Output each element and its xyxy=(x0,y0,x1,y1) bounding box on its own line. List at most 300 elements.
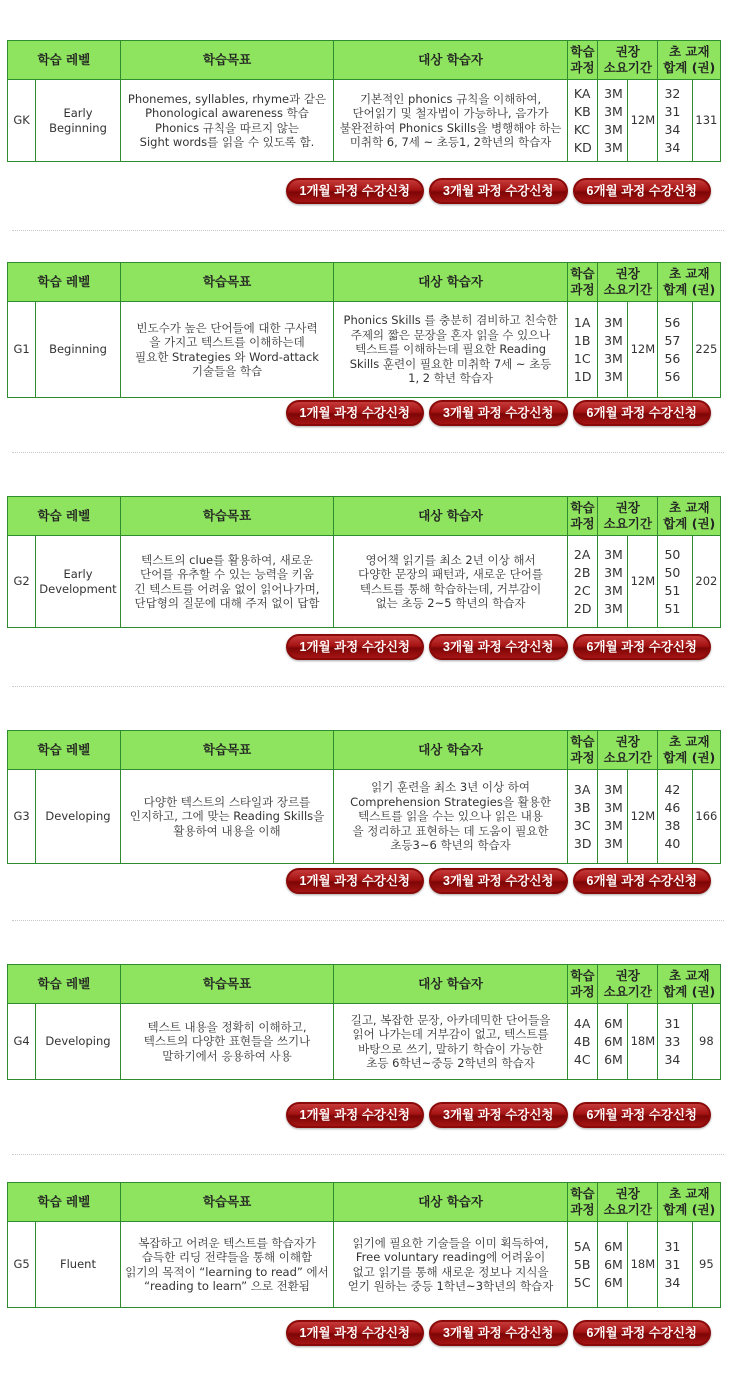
enroll-buttons xyxy=(286,634,712,660)
target-learner xyxy=(334,80,568,162)
book-list xyxy=(658,536,692,628)
books-header xyxy=(658,965,721,1004)
books-header-line: 합계 (권) xyxy=(663,1202,716,1217)
section-divider xyxy=(12,230,724,231)
learning-goal xyxy=(120,1004,333,1080)
enroll-3-month-button[interactable]: 3개월 과정 수강신청 xyxy=(429,178,568,204)
section-divider xyxy=(12,920,724,921)
enroll-buttons xyxy=(286,400,712,426)
book-stack xyxy=(658,781,691,853)
goal-header: 학습목표 xyxy=(120,497,333,536)
period-value: 3M xyxy=(604,799,623,815)
target-line: Free voluntary reading에 어려움이 xyxy=(355,1250,546,1264)
target-line: 주제의 짧은 문장을 혼자 읽을 수 있으나 xyxy=(350,327,551,342)
period-header-line: 소요기간 xyxy=(603,1202,652,1217)
course-header xyxy=(567,731,597,770)
level-table xyxy=(7,262,721,398)
course-code: 4B xyxy=(573,1033,591,1049)
course-code: 1D xyxy=(573,368,592,384)
period-value: 3M xyxy=(604,546,623,562)
target-header: 대상 학습자 xyxy=(334,1183,568,1222)
level-code: G1 xyxy=(8,302,36,398)
books-header-line: 합계 (권) xyxy=(663,750,716,765)
goal-header: 학습목표 xyxy=(120,731,333,770)
period-value: 3M xyxy=(604,314,623,330)
target-line: 1, 2 학년 학습자 xyxy=(408,371,493,386)
total-period: 18M xyxy=(628,1004,658,1080)
period-header-line: 소요기간 xyxy=(603,282,652,297)
level-name xyxy=(36,536,121,628)
target-line: 텍스트를 이해하는데 필요한 Reading xyxy=(355,342,547,357)
target-line: 을 정리하고 표현하는 데 도움이 필요한 xyxy=(352,823,549,838)
table-header-row xyxy=(8,497,721,536)
level-header: 학습 레벨 xyxy=(8,41,121,80)
section-divider xyxy=(12,686,724,687)
goal-line: “reading to learn” 으로 전환됨 xyxy=(144,1279,310,1293)
total-books: 225 xyxy=(692,302,720,398)
period-stack xyxy=(598,1015,627,1069)
target-learner xyxy=(334,770,568,864)
enroll-buttons xyxy=(286,1320,712,1346)
goal-header: 학습목표 xyxy=(120,1183,333,1222)
period-header xyxy=(598,731,658,770)
goal-line: 말하기에서 응용하여 사용 xyxy=(162,1048,292,1063)
course-header xyxy=(567,41,597,80)
goal-line: 필요한 Strategies 와 Word-attack xyxy=(135,349,319,364)
target-line: 바탕으로 쓰기, 말하기 학습이 가능한 xyxy=(358,1041,544,1056)
enroll-buttons xyxy=(286,1102,712,1128)
goal-line: 다양한 텍스트의 스타일과 장르를 xyxy=(143,794,311,809)
enroll-6-month-button[interactable]: 6개월 과정 수강신청 xyxy=(573,1102,712,1128)
period-header-line: 권장 xyxy=(615,266,640,281)
level-table xyxy=(7,40,721,162)
course-code: 2D xyxy=(573,600,592,616)
target-line: Skills 훈련이 필요한 미취학 7세 ~ 초등 xyxy=(349,356,552,371)
enroll-3-month-button[interactable]: 3개월 과정 수강신청 xyxy=(429,634,568,660)
enroll-1-month-button[interactable]: 1개월 과정 수강신청 xyxy=(286,1102,425,1128)
target-header: 대상 학습자 xyxy=(334,497,568,536)
period-value: 3M xyxy=(604,564,623,580)
course-stack xyxy=(568,314,597,386)
total-books: 95 xyxy=(692,1222,720,1308)
books-header-line: 합계 (권) xyxy=(663,516,716,531)
course-header-line: 과정 xyxy=(570,984,595,999)
book-count: 40 xyxy=(664,835,681,851)
target-header: 대상 학습자 xyxy=(334,263,568,302)
table-row xyxy=(8,1222,721,1308)
level-code: G4 xyxy=(8,1004,36,1080)
period-header-line: 소요기간 xyxy=(603,60,652,75)
course-code: 4A xyxy=(573,1015,591,1031)
goal-line: 단어를 유추할 수 있는 능력을 키움 xyxy=(140,567,314,581)
goal-line: Phonological awareness 학습 xyxy=(145,106,309,120)
level-name-line: Development xyxy=(39,581,117,596)
total-books: 98 xyxy=(692,1004,720,1080)
books-header xyxy=(658,497,721,536)
course-header xyxy=(567,1183,597,1222)
target-learner xyxy=(334,302,568,398)
total-period: 12M xyxy=(628,302,658,398)
table-header-row xyxy=(8,263,721,302)
goal-line: 복잡하고 어려운 텍스트를 학습자가 xyxy=(138,1235,316,1250)
enroll-buttons xyxy=(286,868,712,894)
course-header xyxy=(567,263,597,302)
goal-header: 학습목표 xyxy=(120,263,333,302)
target-line: 길고, 복잡한 문장, 아카데믹한 단어들을 xyxy=(350,1012,551,1027)
book-count: 34 xyxy=(664,1274,681,1290)
course-code: 5C xyxy=(573,1274,591,1290)
level-name-line: Early xyxy=(63,567,93,581)
book-count: 33 xyxy=(664,1033,681,1049)
period-header-line: 권장 xyxy=(615,968,640,983)
total-period: 12M xyxy=(628,770,658,864)
target-learner xyxy=(334,1004,568,1080)
table-header-row xyxy=(8,41,721,80)
level-name xyxy=(36,1004,121,1080)
goal-line: 인지하고, 그에 맞는 Reading Skills을 xyxy=(129,809,325,824)
enroll-buttons xyxy=(286,178,712,204)
books-header-line: 합계 (권) xyxy=(663,984,716,999)
target-line: 읽기 훈련을 최소 3년 이상 하여 xyxy=(371,780,531,795)
period-list xyxy=(598,770,628,864)
period-value: 6M xyxy=(604,1033,623,1049)
level-name-line: Early xyxy=(63,106,93,120)
learning-goal xyxy=(120,536,333,628)
books-header xyxy=(658,1183,721,1222)
target-line: 초등3~6 학년의 학습자 xyxy=(390,838,511,853)
course-header-line: 학습 xyxy=(570,44,595,59)
course-stack xyxy=(568,546,597,618)
books-header xyxy=(658,263,721,302)
enroll-6-month-button[interactable]: 6개월 과정 수강신청 xyxy=(573,178,712,204)
level-table xyxy=(7,496,721,628)
course-code: 3B xyxy=(573,799,591,815)
period-value: 3M xyxy=(604,350,623,366)
section-divider xyxy=(12,1154,724,1155)
period-list xyxy=(598,1222,628,1308)
level-table xyxy=(7,730,721,864)
target-line: 불완전하여 Phonics Skills을 병행해야 하는 xyxy=(339,120,562,135)
table-header-row xyxy=(8,965,721,1004)
book-list xyxy=(658,770,692,864)
course-header-line: 과정 xyxy=(570,1202,595,1217)
course-header-line: 학습 xyxy=(570,1186,595,1201)
period-value: 6M xyxy=(604,1256,623,1272)
level-block xyxy=(7,262,721,420)
enroll-1-month-button[interactable]: 1개월 과정 수강신청 xyxy=(286,400,425,426)
period-list xyxy=(598,80,628,162)
period-value: 3M xyxy=(604,835,623,851)
goal-line: 빈도수가 높은 단어들에 대한 구사력 xyxy=(136,320,318,335)
book-count: 34 xyxy=(664,1051,681,1067)
enroll-3-month-button[interactable]: 3개월 과정 수강신청 xyxy=(429,400,568,426)
course-code: 3D xyxy=(573,835,592,851)
level-name-line: Beginning xyxy=(49,120,107,135)
level-code: G3 xyxy=(8,770,36,864)
level-name-line: Beginning xyxy=(49,342,107,357)
course-list xyxy=(567,770,597,864)
enroll-6-month-button[interactable]: 6개월 과정 수강신청 xyxy=(573,868,712,894)
course-list xyxy=(567,536,597,628)
target-line: 기본적인 phonics 규칙을 이해하여, xyxy=(359,91,542,106)
level-name xyxy=(36,302,121,398)
book-count: 31 xyxy=(664,1015,681,1031)
enroll-3-month-button[interactable]: 3개월 과정 수강신청 xyxy=(429,1320,568,1346)
table-row xyxy=(8,536,721,628)
total-period: 18M xyxy=(628,1222,658,1308)
period-value: 3M xyxy=(604,332,623,348)
target-line: 없고 읽기를 통해 새로운 정보나 지식을 xyxy=(352,1264,549,1279)
target-line: 읽어 나가는데 거부감이 없고, 텍스트를 xyxy=(352,1027,549,1041)
period-header-line: 소요기간 xyxy=(603,984,652,999)
book-stack xyxy=(658,1238,691,1292)
course-header xyxy=(567,497,597,536)
learning-goal xyxy=(120,80,333,162)
period-stack xyxy=(598,546,627,618)
level-name xyxy=(36,1222,121,1308)
level-header: 학습 레벨 xyxy=(8,965,121,1004)
course-header-line: 학습 xyxy=(570,500,595,515)
book-count: 32 xyxy=(664,85,681,101)
book-stack xyxy=(658,1015,691,1069)
book-count: 56 xyxy=(664,350,681,366)
period-value: 3M xyxy=(604,582,623,598)
course-stack xyxy=(568,85,597,157)
course-header-line: 과정 xyxy=(570,282,595,297)
book-count: 34 xyxy=(664,139,681,155)
level-name-line: Fluent xyxy=(59,1257,96,1272)
book-count: 31 xyxy=(664,103,681,119)
period-header xyxy=(598,497,658,536)
book-count: 51 xyxy=(664,600,681,616)
course-code: 2A xyxy=(573,546,591,562)
period-list xyxy=(598,302,628,398)
target-line: 읽기에 필요한 기술들을 이미 획득하여, xyxy=(352,1235,549,1250)
goal-line: 단답형의 질문에 대해 주저 없이 답함 xyxy=(134,596,320,610)
target-header: 대상 학습자 xyxy=(334,731,568,770)
level-block xyxy=(7,730,721,888)
table-row xyxy=(8,1004,721,1080)
enroll-1-month-button[interactable]: 1개월 과정 수강신청 xyxy=(286,868,425,894)
books-header xyxy=(658,41,721,80)
enroll-6-month-button[interactable]: 6개월 과정 수강신청 xyxy=(573,634,712,660)
enroll-1-month-button[interactable]: 1개월 과정 수강신청 xyxy=(286,178,425,204)
course-code: KD xyxy=(573,139,592,155)
book-list xyxy=(658,1004,692,1080)
target-line: 초등 6학년~중등 2학년의 학습자 xyxy=(366,1056,535,1070)
course-code: 2B xyxy=(573,564,591,580)
enroll-1-month-button[interactable]: 1개월 과정 수강신청 xyxy=(286,634,425,660)
target-line: 단어읽기 및 철자법이 가능하나, 음가가 xyxy=(352,106,549,120)
goal-line: 텍스트 내용을 정확히 이해하고, xyxy=(147,1019,307,1034)
enroll-3-month-button[interactable]: 3개월 과정 수강신청 xyxy=(429,1102,568,1128)
book-count: 56 xyxy=(664,368,681,384)
course-header-line: 과정 xyxy=(570,516,595,531)
book-stack xyxy=(658,85,691,157)
goal-line: 텍스트의 다양한 표현들을 쓰기나 xyxy=(143,1034,311,1049)
course-header-line: 학습 xyxy=(570,734,595,749)
books-header-line: 초 교재 xyxy=(668,1186,710,1201)
learning-goal xyxy=(120,770,333,864)
period-header-line: 소요기간 xyxy=(603,750,652,765)
course-code: 2C xyxy=(573,582,591,598)
goal-line: Phonics 규칙을 따르지 않는 xyxy=(155,120,299,135)
goal-line: 기술들을 학습 xyxy=(191,364,263,378)
target-line: 텍스트를 통해 학습하는데, 거부감이 xyxy=(359,581,542,596)
book-stack xyxy=(658,314,691,386)
level-block xyxy=(7,1182,721,1340)
course-list xyxy=(567,1004,597,1080)
target-line: 얻기 원하는 중등 1학년~3학년의 학습자 xyxy=(347,1279,554,1293)
goal-line: 을 가지고 텍스트를 이해하는데 xyxy=(149,335,305,349)
book-count: 38 xyxy=(664,817,681,833)
target-learner xyxy=(334,1222,568,1308)
period-value: 6M xyxy=(604,1274,623,1290)
period-value: 3M xyxy=(604,139,623,155)
total-period: 12M xyxy=(628,536,658,628)
period-header xyxy=(598,965,658,1004)
enroll-1-month-button[interactable]: 1개월 과정 수강신청 xyxy=(286,1320,425,1346)
course-list xyxy=(567,302,597,398)
target-line: 영어책 읽기를 최소 2년 이상 해서 xyxy=(365,552,536,567)
book-count: 51 xyxy=(664,582,681,598)
goal-line: 습득한 리딩 전략들을 통해 이해함 xyxy=(141,1250,313,1264)
goal-line: 활용하여 내용을 이해 xyxy=(173,823,281,838)
learning-goal xyxy=(120,1222,333,1308)
goal-line: 읽기의 목적이 “learning to read” 에서 xyxy=(125,1264,329,1279)
course-stack xyxy=(568,1015,597,1069)
period-value: 6M xyxy=(604,1051,623,1067)
level-code: G5 xyxy=(8,1222,36,1308)
section-divider xyxy=(12,452,724,453)
level-header: 학습 레벨 xyxy=(8,497,121,536)
period-value: 3M xyxy=(604,121,623,137)
course-code: 1C xyxy=(573,350,591,366)
goal-header: 학습목표 xyxy=(120,965,333,1004)
period-value: 3M xyxy=(604,781,623,797)
course-code: 5A xyxy=(573,1238,591,1254)
level-header: 학습 레벨 xyxy=(8,1183,121,1222)
period-header-line: 권장 xyxy=(615,734,640,749)
goal-line: 긴 텍스트를 어려움 없이 읽어나가며, xyxy=(134,581,320,596)
course-code: KB xyxy=(573,103,591,119)
period-header-line: 권장 xyxy=(615,1186,640,1201)
book-count: 42 xyxy=(664,781,681,797)
enroll-3-month-button[interactable]: 3개월 과정 수강신청 xyxy=(429,868,568,894)
course-code: 5B xyxy=(573,1256,591,1272)
course-header-line: 과정 xyxy=(570,750,595,765)
level-code: GK xyxy=(8,80,36,162)
book-count: 46 xyxy=(664,799,681,815)
book-list xyxy=(658,80,692,162)
period-value: 3M xyxy=(604,85,623,101)
level-block xyxy=(7,496,721,654)
course-stack xyxy=(568,781,597,853)
period-header xyxy=(598,263,658,302)
goal-line: Phonemes, syllables, rhyme과 같은 xyxy=(127,91,327,106)
books-header-line: 합계 (권) xyxy=(663,60,716,75)
period-value: 3M xyxy=(604,368,623,384)
period-value: 6M xyxy=(604,1238,623,1254)
book-count: 57 xyxy=(664,332,681,348)
period-value: 3M xyxy=(604,103,623,119)
book-stack xyxy=(658,546,691,618)
course-header-line: 과정 xyxy=(570,60,595,75)
period-value: 6M xyxy=(604,1015,623,1031)
course-list xyxy=(567,1222,597,1308)
level-table xyxy=(7,964,721,1080)
book-count: 31 xyxy=(664,1238,681,1254)
course-code: 3C xyxy=(573,817,591,833)
table-header-row xyxy=(8,1183,721,1222)
books-header-line: 초 교재 xyxy=(668,500,710,515)
course-stack xyxy=(568,1238,597,1292)
learning-goal xyxy=(120,302,333,398)
level-block xyxy=(7,964,721,1122)
table-row xyxy=(8,770,721,864)
level-header: 학습 레벨 xyxy=(8,263,121,302)
total-books: 202 xyxy=(692,536,720,628)
period-header xyxy=(598,41,658,80)
table-row xyxy=(8,302,721,398)
books-header-line: 초 교재 xyxy=(668,266,710,281)
target-learner xyxy=(334,536,568,628)
table-header-row xyxy=(8,731,721,770)
course-header-line: 학습 xyxy=(570,968,595,983)
books-header xyxy=(658,731,721,770)
table-row xyxy=(8,80,721,162)
target-line: Phonics Skills 를 충분히 겸비하고 친숙한 xyxy=(343,313,558,328)
books-header-line: 합계 (권) xyxy=(663,282,716,297)
target-line: 미취학 6, 7세 ~ 초등1, 2학년의 학습자 xyxy=(349,135,552,149)
period-stack xyxy=(598,781,627,853)
level-name-line: Developing xyxy=(45,1034,111,1049)
level-name-line: Developing xyxy=(45,809,111,824)
period-stack xyxy=(598,1238,627,1292)
course-list xyxy=(567,80,597,162)
course-header xyxy=(567,965,597,1004)
level-name xyxy=(36,770,121,864)
book-count: 50 xyxy=(664,546,681,562)
period-list xyxy=(598,536,628,628)
target-line: 없는 초등 2~5 학년의 학습자 xyxy=(375,596,526,610)
enroll-6-month-button[interactable]: 6개월 과정 수강신청 xyxy=(573,1320,712,1346)
period-value: 3M xyxy=(604,600,623,616)
book-count: 34 xyxy=(664,121,681,137)
course-code: KA xyxy=(573,85,591,101)
period-list xyxy=(598,1004,628,1080)
books-header-line: 초 교재 xyxy=(668,968,710,983)
goal-header: 학습목표 xyxy=(120,41,333,80)
book-count: 50 xyxy=(664,564,681,580)
period-header xyxy=(598,1183,658,1222)
books-header-line: 초 교재 xyxy=(668,734,710,749)
target-header: 대상 학습자 xyxy=(334,965,568,1004)
enroll-6-month-button[interactable]: 6개월 과정 수강신청 xyxy=(573,400,712,426)
target-line: 다양한 문장의 패턴과, 새로운 단어를 xyxy=(358,567,544,581)
course-code: 4C xyxy=(573,1051,591,1067)
period-header-line: 소요기간 xyxy=(603,516,652,531)
course-code: 1B xyxy=(573,332,591,348)
books-header-line: 초 교재 xyxy=(668,44,710,59)
course-code: KC xyxy=(573,121,591,137)
period-value: 3M xyxy=(604,817,623,833)
target-header: 대상 학습자 xyxy=(334,41,568,80)
course-header-line: 학습 xyxy=(570,266,595,281)
total-books: 166 xyxy=(692,770,720,864)
level-name xyxy=(36,80,121,162)
period-header-line: 권장 xyxy=(615,44,640,59)
